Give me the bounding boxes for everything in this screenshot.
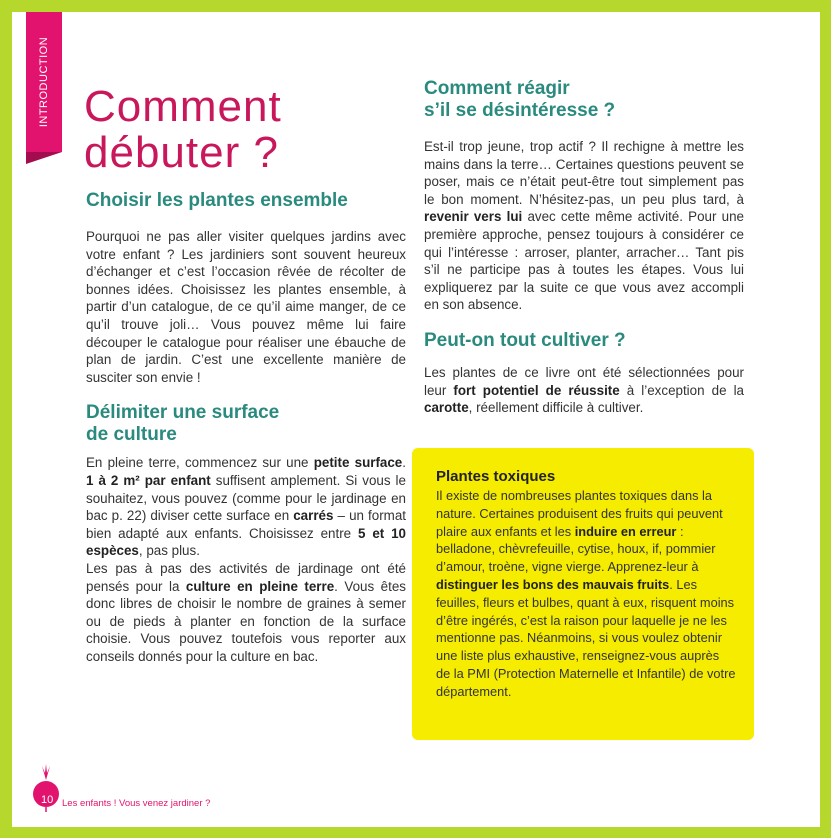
page (12, 12, 820, 827)
paragraph-delimiter-1: En pleine terre, commencez sur une petite surface. 1 à 2 m² par enfant suffisent amplement. Si vous le souhaitez, vous pouvez (comme pour le jardinage en bac p. 22) diviser cette surface en carrés – un format bien adapté aux enfants. Choisissez entre 5 et 10 espèces, pas plus. (86, 455, 406, 559)
toxic-plants-box (412, 448, 754, 740)
heading-delimiter (86, 402, 406, 446)
heading-delimiter-line1: Délimiter une surface (86, 402, 280, 424)
book-title: Les enfants ! Vous venez jardiner ? (62, 798, 211, 809)
heading-delimiter-line2: de culture (86, 424, 177, 446)
toxic-plants-title: Plantes toxiques (436, 468, 556, 485)
paragraph-delimiter-2: Les pas à pas des activités de jardinage ont été pensés pour la culture en pleine terre. Vous êtes donc libres de choisir le nombre de graines à semer ou de pieds à planter en fonction de la surface choisie. Vous pouvez toutefois vous reporter aux conseils donnés pour la culture en bac. (86, 560, 406, 664)
footer (32, 764, 332, 814)
page-number: 10 (41, 794, 54, 806)
heading-reagir-line1: Comment réagir (424, 78, 570, 99)
paragraph-reagir: Est-il trop jeune, trop actif ? Il rechigne à mettre les mains dans la terre… Certaines questions peuvent se poser, mais ce n’était peut-être tout simplement pas le bon moment. N’hésitez-pas, un peu plus tard, à revenir vers lui avec cette même activité. Pour une première approche, pensez toujours à considérer ce qui l’intéresse : arroser, planter, arracher… Tant pis s’il ne participe pas à toutes les étapes. Vous lui expliquerez par la suite ce que vous avez accompli en son absence. (424, 139, 744, 313)
section-tab (26, 12, 62, 152)
section-tab-fold (26, 152, 62, 164)
heading-choisir: Choisir les plantes ensemble (86, 190, 348, 211)
toxic-plants-text: Il existe de nombreuses plantes toxiques dans la nature. Certaines produisent des fruits qui peuvent plaire aux enfants et les induire en erreur : belladone, chèvrefeuille, cytise, houx, if, pommier d’amour, troène, vigne vierge. Apprenez-leur à distinguer les bons des mauvais fruits. Les feuilles, fleurs et bulbes, quant à eux, risquent moins d’être ingérés, c’est la raison pour laquelle je ne les mentionne pas. Néanmoins, si vous voulez obtenir une liste plus exhaustive, renseignez-vous auprès de la PMI (Protection Maternelle et Infantile) de votre département. (436, 488, 736, 699)
heading-reagir (424, 78, 744, 122)
right-column (424, 78, 744, 417)
section-tab-label: INTRODUCTION (38, 36, 50, 128)
page-title (84, 84, 282, 176)
paragraph-cultiver: Les plantes de ce livre ont été sélectionnées pour leur fort potentiel de réussite à l’exception de la carotte, réellement difficile à cultiver. (424, 364, 745, 416)
page-title-line1: Comment (84, 82, 282, 131)
page-title-line2: débuter ? (84, 128, 279, 177)
heading-reagir-line2: s’il se désintéresse ? (424, 100, 616, 121)
left-column (86, 190, 406, 665)
paragraph-choisir: Pourquoi ne pas aller visiter quelques jardins avec votre enfant ? Les jardiniers sont souvent heureux d’échanger et c’est l’occasion rêvée de récolter de bonnes idées. Choisissez les plantes ensemble, à partir d’un catalogue, de ce qu’il aime manger, de ce qu’il trouve joli… Vous pouvez même lui faire découper le catalogue pour réaliser une ébauche de plan de jardin. C’est une excellente manière de susciter son envie ! (86, 229, 406, 385)
heading-cultiver: Peut-on tout cultiver ? (424, 329, 626, 351)
